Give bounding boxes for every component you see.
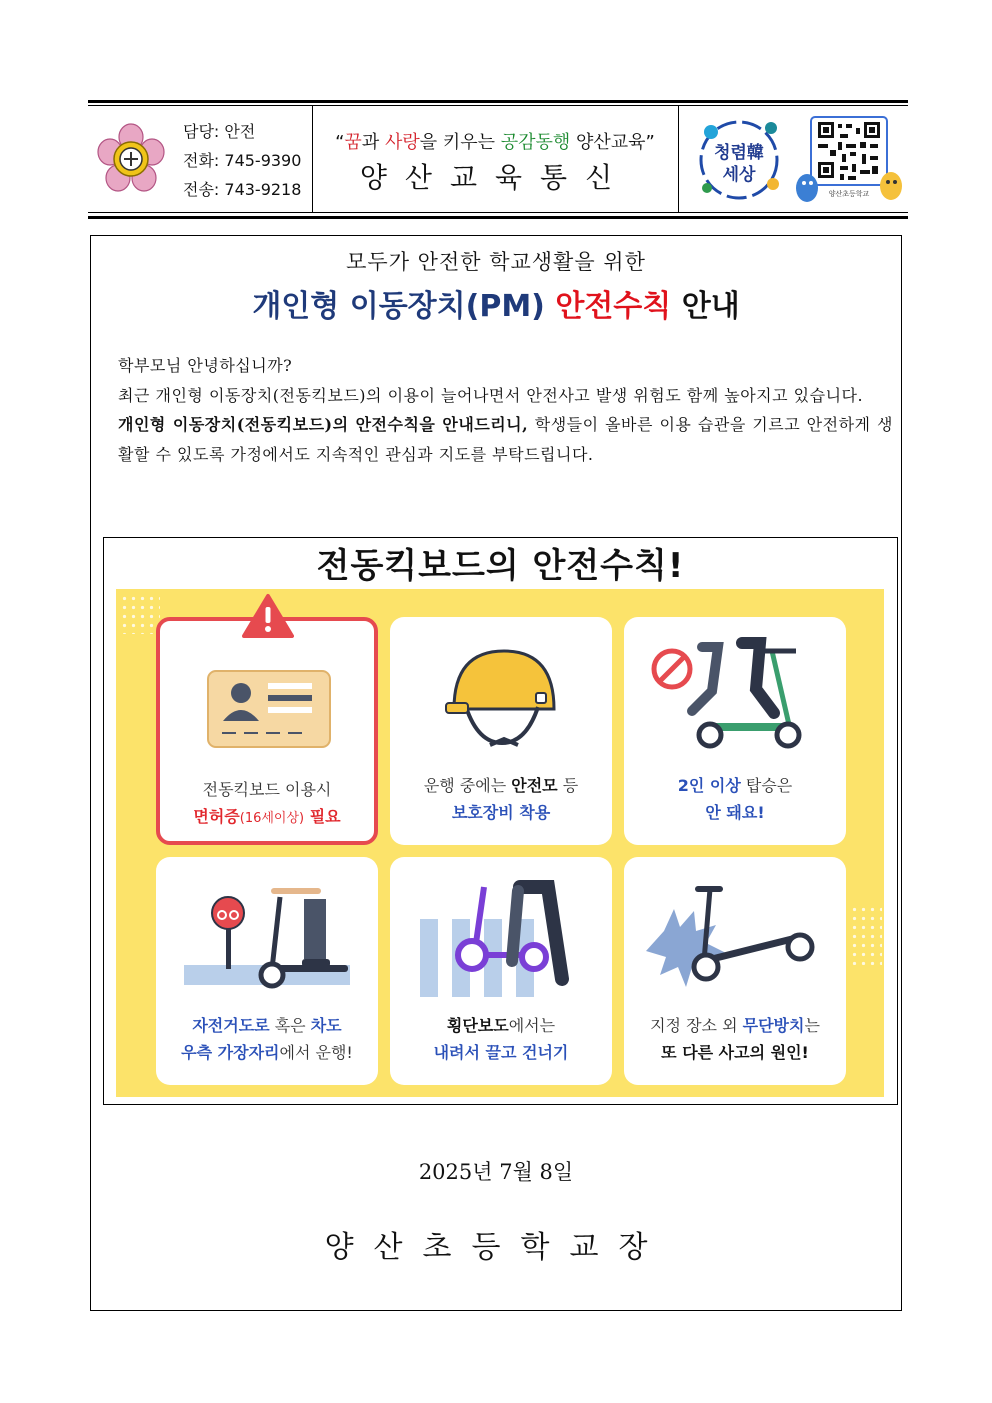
- rule-card-bike-lane: 자전거도로 혹은 차도 우측 가장자리에서 운행!: [156, 857, 378, 1085]
- notice-title: 개인형 이동장치(PM) 안전수칙 안내: [252, 289, 740, 324]
- principal-signature: 양산초등학교장: [324, 1230, 668, 1265]
- masthead-title: 양산교육통신: [359, 161, 631, 194]
- warning-icon: [242, 593, 294, 639]
- greeting: 학부모님 안녕하십니까?: [118, 356, 293, 375]
- decor-dots: [850, 905, 882, 965]
- rule-card-crosswalk: 횡단보도에서는 내려서 끌고 건너기: [390, 857, 612, 1085]
- school-mascot-icon: [793, 168, 905, 206]
- bike-lane-icon: [156, 857, 378, 1017]
- svg-text:청렴韓: 청렴韓: [714, 143, 764, 163]
- integrity-logo-icon: [693, 114, 785, 206]
- abandoned-scooter-icon: [624, 857, 846, 1017]
- rule-card-helmet: 운행 중에는 안전모 등 보호장비 착용: [390, 617, 612, 845]
- rule-card-two-riders: 2인 이상 탑승은 안 돼요!: [624, 617, 846, 845]
- header-rule-bottom: [88, 216, 908, 219]
- rule-card-abandoned: 지정 장소 외 무단방치는 또 다른 사고의 원인!: [624, 857, 846, 1085]
- crosswalk-icon: [390, 857, 612, 1017]
- paragraph: 최근 개인형 이동장치(전동킥보드)의 이용이 늘어나면서 안전사고 발생 위험도 함께 높아지고 있습니다.: [118, 385, 864, 405]
- contact-person: 담당: 안전: [183, 122, 256, 141]
- notice-body: [100, 351, 893, 469]
- contact-phone: 전화: 745-9390: [183, 151, 302, 170]
- helmet-icon: [390, 617, 612, 777]
- no-two-riders-icon: [624, 617, 846, 777]
- header-rule-top: [88, 100, 908, 103]
- slogan: “꿈과 사랑을 키우는 공감동행 양산교육”: [335, 132, 655, 153]
- contact-info: [183, 117, 301, 204]
- header-rule-bottom-thin: [88, 212, 908, 213]
- notice-subtitle: 모두가 안전한 학교생활을 위한: [346, 250, 646, 274]
- svg-text:양산초등학교: 양산초등학교: [828, 190, 870, 198]
- header-rule-top-thin: [88, 105, 908, 106]
- svg-text:세상: 세상: [722, 165, 756, 185]
- license-icon: [160, 621, 382, 781]
- poster-title: 전동킥보드의 안전수칙!: [316, 546, 685, 586]
- rule-card-license: 전동킥보드 이용시 면허증(16세이상) 필요: [156, 617, 378, 845]
- paragraph: 개인형 이동장치(전동킥보드)의 안전수칙을 안내드리니, 학생들이 올바른 이용 습관을 기르고 안전하게 생활할 수 있도록 가정에서도 지속적인 관심과 지도를 부탁드립니다.: [118, 415, 893, 464]
- contact-fax: 전송: 743-9218: [183, 180, 302, 199]
- header-divider: [678, 106, 679, 212]
- decor-dots: [120, 594, 160, 634]
- school-emblem-icon: [95, 123, 167, 195]
- issue-date: 2025년 7월 8일: [418, 1160, 574, 1184]
